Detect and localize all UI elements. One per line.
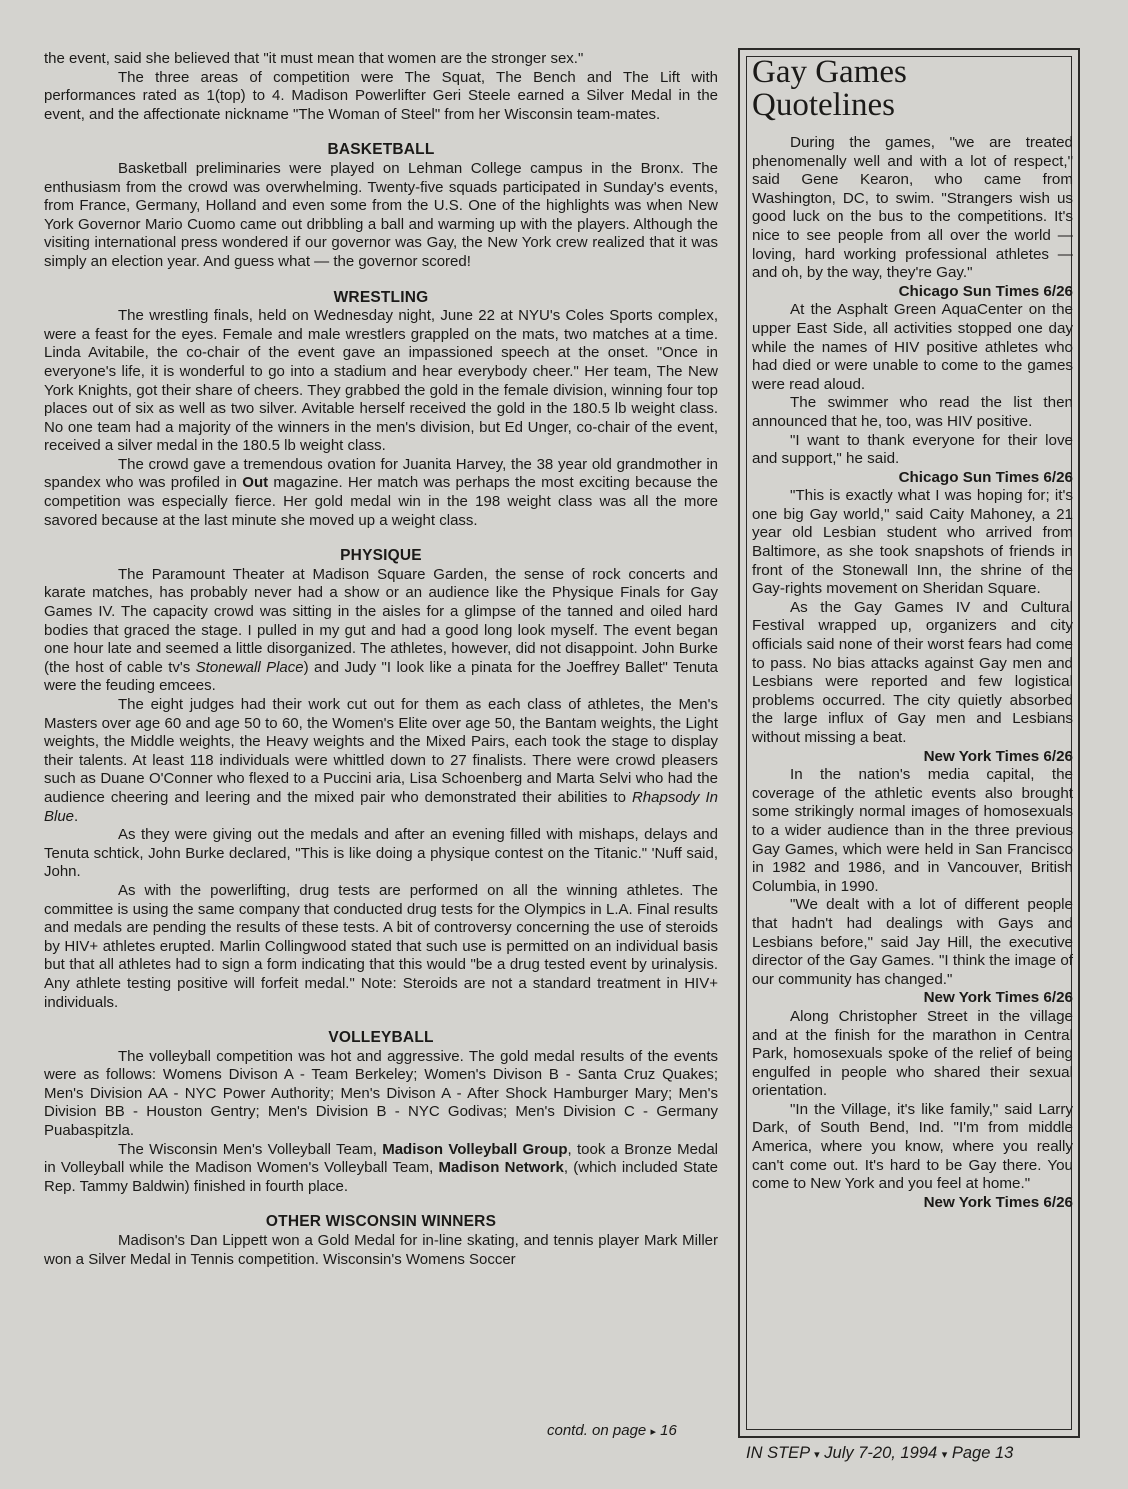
- quote-paragraph: In the nation's media capital, the coverage of the athletic events also brought some strikingly normal images of homosexuals to a wider audience than in the three previous Gay Games, which were held in San Francisco in 1982 and 1986, and in Vancouver, British Columbia, in 1990.: [752, 766, 1073, 895]
- quote-paragraph: "I want to thank everyone for their love and support," he said.: [752, 431, 1073, 468]
- quote-paragraph: "We dealt with a lot of different people that hadn't had dealings with Gays and Lesbians before," said Jay Hill, the executive director of the Gay Games. "I think the image of our community has changed.": [752, 896, 1073, 988]
- intro-paragraph: The three areas of competition were The Squat, The Bench and The Lift with performances rated as 1(top) to 4. Madison Powerlifter Geri Steele earned a Silver Medal in the event, and the affectionate nickname "The Woman of Steel" from her Wisconsin team-mates.: [44, 68, 718, 123]
- article-paragraph: The volleyball competition was hot and aggressive. The gold medal results of the events were as follows: Womens Divison A - Team Berkeley; Women's Divison B - Santa Cruz Quakes; Men's Division AA - NYC Power Authority; Men's Divison A - After Shock Hamburger Mary; Men's Division BB - Houston Gentry; Men's Division B - NYC Godivas; Men's Division C - Germany Puabaspitzla.: [44, 1047, 718, 1140]
- magazine-title: Out: [242, 474, 269, 492]
- quote-paragraph: "In the Village, it's like family," said Larry Dark, of South Bend, Ind. "I'm from middle America, where you know, where you really can't come out. It's hard to be Gay there. You come to New York and you feel at home.": [752, 1100, 1073, 1193]
- section-heading-wrestling: WRESTLING: [333, 288, 429, 306]
- page-footer: [746, 1444, 1013, 1463]
- quote-source: New York Times 6/26: [923, 747, 1073, 765]
- article-paragraph: The wrestling finals, held on Wednesday night, June 22 at NYU's Coles Sports complex, were a feast for the eyes. Female and male wrestlers grappled on the mats, two matches at a time. Linda Avitabile, the co-chair of the event gave an impassioned speech at the onset. "Once in everyone's life, it is wonderful to go into a stadium and hear everybody cheer." Her team, The New York Knights, got their share of cheers. They grabbed the gold in the female division, winning four top places out of six as well as two silver. Avitable herself received the gold in the 180.5 lb weight class. No one team had a majority of the winners in the men's division, but Ed Unger, co-chair of the event, received a silver medal in the 180.5 lb weight class.: [44, 307, 718, 455]
- article-paragraph: The Paramount Theater at Madison Square Garden, the sense of rock concerts and karate matches, has probably never had a show or an audience like the Physique Finals for Gay Games IV. The capacity crowd was sitting in the aisles for a glimpse of the tanned and oiled hard bodies that graced the stage. I pulled in my gut and had a good long look myself. The event began one hour late and seemed a little disorganized. The athletes, however, did not disappoint. John Burke (the host of cable tv's Stonewall Place) and Judy "I look like a pinata for the Joeffrey Ballet" Tenuta were the feuding emcees.: [44, 565, 719, 695]
- quote-source: New York Times 6/26: [923, 1193, 1073, 1211]
- section-heading-volleyball: VOLLEYBALL: [328, 1029, 434, 1047]
- quotelines-sidebar: [738, 48, 1080, 1438]
- quote-source: New York Times 6/26: [923, 989, 1073, 1007]
- quote-paragraph: As the Gay Games IV and Cultural Festival wrapped up, organizers and city officials said none of their worst fears had come to pass. No bias attacks against Gay men and Lesbians were reported and few logistical problems occurred. The city quietly absorbed the large influx of Gay men and Lesbians without missing a beat.: [752, 598, 1073, 746]
- quote-paragraph: During the games, "we are treated phenomenally well and with a lot of respect," said Gene Kearon, who came from Washington, DC, to swim. "Strangers wish us good luck on the bus to the competitions. It's nice to see people from all over the world — loving, hard working professional athletes — and oh, by the way, they're Gay.": [752, 134, 1073, 282]
- section-heading-physique: PHYSIQUE: [340, 547, 422, 565]
- quote-source: Chicago Sun Times 6/26: [898, 468, 1073, 486]
- sidebar-title: Gay Games Quotelines: [752, 54, 907, 123]
- article-paragraph: The eight judges had their work cut out for them as each class of athletes, the Men's Masters over age 60 and age 50 to 60, the Women's Elite over age 50, the Bantam weights, the Light weights, the Middle weights, the Heavy weights and the Mixed Pairs, each took the stage to display their talents. At least 118 individuals were whittled down to 27 finalists. There were crowd pleasers such as Duane O'Conner who flexed to a Puccini aria, Lisa Schoenberg and Marta Selvi who had the audience cheering and leering and the mixed pair who demonstrated their abilities to Rhapsody In Blue.: [44, 696, 718, 825]
- music-title: Rhapsody In Blue: [44, 788, 718, 825]
- section-heading-basketball: BASKETBALL: [327, 141, 435, 159]
- main-article: [44, 50, 718, 1269]
- triangle-down-icon: ▾: [814, 1449, 820, 1461]
- quote-paragraph: The swimmer who read the list then announced that he, too, was HIV positive.: [752, 394, 1073, 430]
- section-heading-wisconsin: OTHER WISCONSIN WINNERS: [265, 1213, 497, 1231]
- article-paragraph: As they were giving out the medals and after an evening filled with mishaps, delays and Tenuta schtick, John Burke declared, "This is like doing a physique contest on the Titanic." 'Nuff said, John.: [44, 826, 718, 881]
- quote-paragraph: "This is exactly what I was hoping for; it's one big Gay world," said Caity Mahoney, a 21 year old Lesbian student who arrived from Baltimore, as she took snapshots of friends in front of the Stonewall Inn, the shrine of the Gay-rights movement on Sheridan Square.: [752, 487, 1073, 598]
- quote-paragraph: Along Christopher Street in the village and at the finish for the marathon in Central Park, homosexuals spoke of the relief of being engulfed in people who shared their sexual orientation.: [752, 1007, 1073, 1100]
- issue-date: July 7-20, 1994: [824, 1444, 938, 1462]
- article-paragraph: Basketball preliminaries were played on Lehman College campus in the Bronx. The enthusiasm from the crowd was overwhelming. Twenty-five squads participated in Sunday's events, from France, Germany, Holland and even some from the U.S. One of the highlights was when New York Governor Mario Cuomo came out dribbling a ball and warming up with the players. Although the visiting international press wondered if our governor was Gay, the New York crew realized that it was simply an election year. And guess what — the governor scored!: [44, 159, 718, 270]
- team-name: Madison Volleyball Group: [382, 1140, 568, 1158]
- publication-name: IN STEP: [746, 1444, 810, 1462]
- show-title: Stonewall Place: [195, 658, 304, 676]
- page-number: Page 13: [951, 1444, 1014, 1462]
- article-paragraph: Madison's Dan Lippett won a Gold Medal for in-line skating, and tennis player Mark Miller won a Silver Medal in Tennis competition. Wisconsin's Womens Soccer: [44, 1232, 718, 1268]
- article-paragraph: As with the powerlifting, drug tests are performed on all the winning athletes. The committee is using the same company that conducted drug tests for the Olympics in L.A. Final results and medals are pending the results of these tests. A bit of controversy concerning the use of steroids by HIV+ athletes erupted. Marlin Collingwood stated that such use is permitted on an individual basis but that all athletes had to sign a form indicating that this would "be a drug tested event by urinalysis. Any athlete testing positive will forfeit medal." Note: Steroids are not a standard treatment in HIV+ individuals.: [44, 881, 718, 1011]
- sidebar-quotes: [752, 134, 1073, 1212]
- continued-on-page: contd. on page ▸ 16: [547, 1422, 677, 1439]
- team-name: Madison Network: [438, 1159, 564, 1177]
- arrow-right-icon: ▸: [650, 1426, 656, 1438]
- triangle-down-icon: ▾: [941, 1449, 948, 1461]
- quote-paragraph: At the Asphalt Green AquaCenter on the upper East Side, all activities stopped one day while the names of HIV positive athletes who had died or were unable to come to the games were read aloud.: [752, 301, 1073, 393]
- quote-source: Chicago Sun Times 6/26: [898, 282, 1073, 300]
- article-paragraph: The Wisconsin Men's Volleyball Team, Madison Volleyball Group, took a Bronze Medal in Volleyball while the Madison Women's Volleyball Team, Madison Network, (which included State Rep. Tammy Baldwin) finished in fourth place.: [44, 1140, 719, 1195]
- article-paragraph: The crowd gave a tremendous ovation for Juanita Harvey, the 38 year old grandmother in spandex who was profiled in Out magazine. Her match was perhaps the most exciting because the competition was especially fierce. Her gold medal win in the 198 weight class was all the more savored because at the last minute she moved up a weight class.: [44, 455, 718, 529]
- intro-paragraph: the event, said she believed that "it must mean that women are the stronger sex.": [44, 50, 584, 67]
